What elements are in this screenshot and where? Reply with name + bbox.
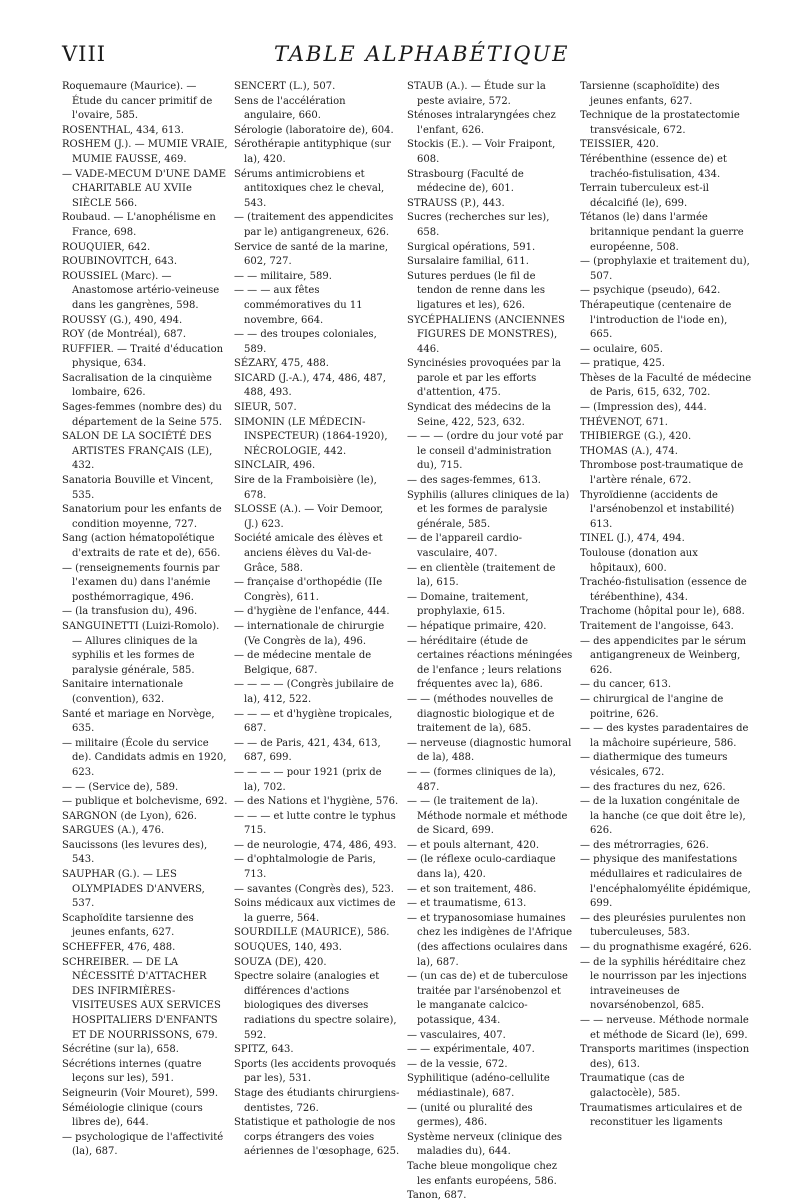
index-entry: Thrombose post-traumatique de l'artère rénale, 672. — [580, 460, 744, 487]
index-entry: Trachome (hôpital pour le), 688. — [580, 606, 745, 618]
index-entry: — chirurgical de l'angine de poitrine, 626. — [580, 693, 724, 720]
index-entry: Thérapeutique (centenaire de l'introduction de l'iode en), 665. — [580, 299, 732, 341]
index-entry: — (traitement des appendicites par le) antigangreneux, 626. — [234, 212, 394, 238]
index-entry: — vasculaires, 407. — [407, 1029, 506, 1041]
index-entry: Sérothérapie antityphique (sur la), 420. — [234, 139, 391, 165]
index-entry: Sports (les accidents provoqués par les), 531. — [234, 1058, 396, 1085]
index-entry: Térébenthine (essence de) et trachéo-fistulisation, 434. — [580, 153, 727, 180]
index-entry: ROUSSY (G.), 490, 494. — [62, 314, 183, 326]
index-entry: Santé et mariage en Norvège, 635. — [62, 708, 215, 735]
index-entry: SENCERT (L.), 507. — [234, 81, 336, 92]
index-entry: — — — (ordre du jour voté par le conseil d'administration du), 715. — [407, 431, 563, 472]
index-entry: Sécrétions internes (quatre leçons sur les), 591. — [62, 1058, 202, 1085]
index-entry: Société amicale des élèves et anciens élèves du Val-de-Grâce, 588. — [234, 533, 383, 574]
index-entry: ROUSSIEL (Marc). — Anastomose artério-veineuse dans les gangrènes, 598. — [62, 270, 220, 311]
index-entry: — — — et lutte contre le typhus 715. — [234, 810, 396, 837]
index-entry: Traitement de l'angoisse, 643. — [580, 620, 734, 632]
index-entry: — de l'appareil cardio-vasculaire, 407. — [407, 533, 522, 559]
index-entry: — de la luxation congénitale de la hanche (ce que doit être le), 626. — [580, 796, 746, 837]
index-entry: — physique des manifestations médullaires et radiculaires de l'encéphalomyélite épidémique, 699. — [580, 854, 751, 910]
index-entry: — — — aux fêtes commémoratives du 11 novembre, 664. — [234, 285, 363, 326]
index-entry: Traumatismes articulaires et de reconstituer les ligaments — [580, 1102, 743, 1129]
index-entry: SÉZARY, 475, 488. — [234, 358, 329, 370]
index-entry: — des appendicites par le sérum antigangreneux de Weinberg, 626. — [580, 635, 746, 676]
index-entry: Spectre solaire (analogies et différences d'actions biologiques des diverses radiations du spectre solaire), 592. — [234, 971, 397, 1041]
index-entry: Sucres (recherches sur les), 658. — [407, 212, 550, 238]
index-entry: Sang (action hématopoïétique d'extraits de rate et de), 656. — [62, 533, 221, 559]
index-entry: — d'ophtalmologie de Paris, 713. — [234, 854, 376, 881]
index-entry: — et traumatisme, 613. — [407, 898, 527, 910]
index-entry: Tache bleue mongolique chez les enfants européens, 586. — [407, 1160, 557, 1187]
index-entry: — des sages-femmes, 613. — [407, 475, 541, 487]
index-entry: — savantes (Congrès des), 523. — [234, 883, 394, 895]
index-entry: SIEUR, 507. — [234, 402, 297, 414]
index-entry: — et son traitement, 486. — [407, 883, 537, 895]
index-entry: — nerveuse (diagnostic humoral de la), 488. — [407, 737, 572, 764]
index-entry: Système nerveux (clinique des maladies du), 644. — [407, 1131, 563, 1158]
index-entry: — (Impression des), 444. — [580, 402, 707, 414]
index-entry: — de médecine mentale de Belgique, 687. — [234, 650, 372, 676]
index-entry: — publique et bolchevisme, 692. — [62, 796, 228, 808]
index-column-4 — [580, 80, 752, 1130]
index-entry: — du prognathisme exagéré, 626. — [580, 942, 752, 954]
index-entry: Sanatoria Bouville et Vincent, 535. — [62, 475, 214, 501]
index-entry: — du cancer, 613. — [580, 679, 672, 691]
index-entry: Roquemaure (Maurice). — Étude du cancer primitif de l'ovaire, 585. — [62, 81, 213, 122]
index-column-2 — [234, 80, 400, 1158]
index-entry: Strasbourg (Faculté de médecine de), 601. — [407, 168, 524, 195]
index-entry: — — militaire, 589. — [234, 270, 332, 282]
index-entry: Service de santé de la marine, 602, 727. — [234, 241, 389, 268]
index-entry: — hépatique primaire, 420. — [407, 620, 547, 632]
index-entry: Sages-femmes (nombre des) du département de la Seine 575. — [62, 402, 223, 428]
index-entry: — — (méthodes nouvelles de diagnostic biologique et de traitement de la), 685. — [407, 693, 555, 735]
index-entry: THOMAS (A.), 474. — [580, 445, 678, 457]
index-entry: — et trypanosomiase humaines chez les indigènes de l'Afrique (des affections oculaires dans la), 687. — [407, 912, 572, 968]
index-entry: — en clientèle (traitement de la), 615. — [407, 562, 556, 589]
index-entry: Stage des étudiants chirurgiens-dentistes, 726. — [234, 1087, 400, 1114]
index-entry: Stockis (E.). — Voir Fraipont, 608. — [407, 139, 556, 165]
index-entry: SINCLAIR, 496. — [234, 460, 316, 472]
index-entry: Sanatorium pour les enfants de condition moyenne, 727. — [62, 504, 222, 530]
index-entry: Sécrétine (sur la), 658. — [62, 1044, 179, 1056]
index-entry: — diathermique des tumeurs vésicales, 672. — [580, 752, 728, 778]
index-entry: — des métrorragies, 626. — [580, 839, 709, 851]
index-entry: SIMONIN (LE MÉDECIN-INSPECTEUR) (1864-1920), NÉCROLOGIE, 442. — [234, 416, 388, 457]
index-entry: Saucissons (les levures des), 543. — [62, 839, 208, 866]
index-entry: Sérums antimicrobiens et antitoxiques chez le cheval, 543. — [234, 168, 385, 209]
index-entry: — (unité ou pluralité des germes), 486. — [407, 1102, 533, 1129]
index-entry: — (le réflexe oculo-cardiaque dans la), 420. — [407, 854, 556, 881]
index-entry: SICARD (J.-A.), 474, 486, 487, 488, 493. — [234, 372, 386, 399]
index-entry: — (un cas de) et de tuberculose traitée par l'arsénobenzol et le manganate calcico-potassique, 434. — [407, 971, 568, 1026]
index-entry: — — — — pour 1921 (prix de la), 702. — [234, 766, 382, 793]
index-entry: — héréditaire (étude de certaines réactions méningées de l'enfance ; leurs relations fréquentes avec la), 686. — [407, 635, 573, 691]
index-entry: Thyroïdienne (accidents de l'arsénobenzol et instabilité) 613. — [580, 489, 735, 530]
index-entry: — des fractures du nez, 626. — [580, 781, 726, 793]
index-entry: Sérologie (laboratoire de), 604. — [234, 124, 394, 136]
index-entry: — — — et d'hygiène tropicales, 687. — [234, 708, 393, 735]
index-entry: — des pleurésies purulentes non tuberculeuses, 583. — [580, 912, 746, 939]
index-entry: — — (Service de), 589. — [62, 781, 179, 793]
index-entry: — de neurologie, 474, 486, 493. — [234, 839, 397, 851]
index-entry: — — de Paris, 421, 434, 613, 687, 699. — [234, 737, 381, 764]
index-entry: SOUQUES, 140, 493. — [234, 942, 342, 954]
index-entry: — française d'orthopédie (IIe Congrès), 611. — [234, 577, 383, 603]
index-entry: ROUBINOVITCH, 643. — [62, 256, 178, 268]
index-entry: Sutures perdues (le fil de tendon de renne dans les ligatures et les), 626. — [407, 270, 545, 311]
page-header — [62, 42, 752, 72]
page-title: TABLE ALPHABÉTIQUE — [274, 42, 570, 66]
index-entry: — — expérimentale, 407. — [407, 1044, 535, 1056]
index-entry: SARGUES (A.), 476. — [62, 825, 165, 837]
index-entry: ROSHEM (J.). — MUMIE VRAIE, MUMIE FAUSSE, 469. — [62, 139, 228, 165]
index-entry: Tanon, 687. — [407, 1190, 467, 1202]
index-entry: STRAUSS (P.), 443. — [407, 197, 505, 209]
index-entry: Sursalaire familial, 611. — [407, 256, 529, 268]
index-entry: Surgical opérations, 591. — [407, 241, 536, 253]
index-entry: — militaire (École du service de). Candidats admis en 1920, 623. — [62, 737, 227, 778]
index-entry: — (renseignements fournis par l'examen du) dans l'anémie posthémorragique, 496. — [62, 562, 220, 603]
index-entry: SANGUINETTI (Luizi-Romolo). — Allures cliniques de la syphilis et les formes de paralysie générale, 585. — [62, 620, 220, 676]
index-entry: Syndicat des médecins de la Seine, 422, 523, 632. — [407, 402, 551, 428]
index-entry: — psychique (pseudo), 642. — [580, 285, 721, 297]
index-entry: — — des kystes paradentaires de la mâchoire supérieure, 586. — [580, 723, 749, 749]
index-entry: — VADE-MECUM D'UNE DAME CHARITABLE AU XVIIe SIÈCLE 566. — [62, 168, 227, 209]
index-entry: Tarsienne (scaphoïdite) des jeunes enfants, 627. — [580, 81, 720, 107]
index-entry: SOUZA (DE), 420. — [234, 956, 327, 968]
index-entry: SYCÉPHALIENS (ANCIENNES FIGURES DE MONSTRES), 446. — [407, 314, 565, 355]
index-entry: Sténoses intralaryngées chez l'enfant, 626. — [407, 110, 556, 136]
index-entry: — et pouls alternant, 420. — [407, 839, 540, 851]
index-entry: Terrain tuberculeux est-il décalcifié (le), 699. — [580, 183, 709, 209]
index-entry: SPITZ, 643. — [234, 1044, 294, 1056]
index-entry: — Domaine, traitement, prophylaxie, 615. — [407, 591, 529, 618]
index-entry: — — (le traitement de la). Méthode normale et méthode de Sicard, 699. — [407, 796, 568, 837]
index-entry: — psychologique de l'affectivité (la), 687. — [62, 1131, 224, 1158]
index-entry: Technique de la prostatectomie transvésicale, 672. — [580, 110, 740, 136]
index-entry: — pratique, 425. — [580, 358, 665, 370]
index-entry: SLOSSE (A.). — Voir Demoor, (J.) 623. — [234, 504, 384, 530]
index-entry: — d'hygiène de l'enfance, 444. — [234, 606, 390, 618]
index-entry: Sanitaire internationale (convention), 632. — [62, 679, 184, 705]
index-entry: Seigneurin (Voir Mouret), 599. — [62, 1087, 219, 1099]
index-entry: THÉVENOT, 671. — [580, 416, 668, 428]
index-entry: Sens de l'accélération angulaire, 660. — [234, 95, 346, 122]
index-entry: SAUPHAR (G.). — LES OLYMPIADES D'ANVERS, 537. — [62, 869, 205, 910]
index-entry: — oculaire, 605. — [580, 343, 663, 355]
index-entry: TEISSIER, 420. — [580, 139, 659, 151]
index-entry: Soins médicaux aux victimes de la guerre, 564. — [234, 898, 396, 924]
index-entry: Séméiologie clinique (cours libres de), 644. — [62, 1102, 203, 1129]
index-column-1 — [62, 80, 228, 1158]
index-entry: SARGNON (de Lyon), 626. — [62, 810, 197, 822]
index-entry: — (prophylaxie et traitement du), 507. — [580, 256, 750, 282]
index-entry: Statistique et pathologie de nos corps étrangers des voies aériennes de l'œsophage, 625. — [234, 1117, 400, 1158]
index-entry: SCHEFFER, 476, 488. — [62, 942, 176, 954]
index-entry: — (la transfusion du), 496. — [62, 606, 198, 618]
index-entry: — de la vessie, 672. — [407, 1058, 508, 1070]
index-columns — [62, 80, 752, 1202]
index-entry: ROUQUIER, 642. — [62, 241, 151, 253]
index-entry: Traumatique (cas de galactocèle), 585. — [580, 1073, 685, 1099]
index-entry: — de la syphilis héréditaire chez le nourrisson par les injections intraveineuses de novarsénobenzol, 685. — [580, 956, 747, 1012]
index-entry: Syncinésies provoquées par la parole et par les efforts d'attention, 475. — [407, 358, 561, 399]
index-entry: SALON DE LA SOCIÉTÉ DES ARTISTES FRANÇAIS (LE), 432. — [62, 431, 213, 472]
index-entry: — — (formes cliniques de la), 487. — [407, 766, 556, 793]
index-entry: — des Nations et l'hygiène, 576. — [234, 796, 399, 808]
index-entry: TINEL (J.), 474, 494. — [580, 533, 685, 545]
page-number: VIII — [62, 42, 107, 66]
index-entry: — — des troupes coloniales, 589. — [234, 329, 377, 355]
index-entry: — internationale de chirurgie (Ve Congrès de la), 496. — [234, 620, 385, 647]
index-entry: ROY (de Montréal), 687. — [62, 329, 187, 341]
index-entry: — — — — (Congrès jubilaire de la), 412, 522. — [234, 679, 394, 705]
index-entry: Transports maritimes (inspection des), 613. — [580, 1044, 750, 1070]
index-entry: Scaphoïdite tarsienne des jeunes enfants, 627. — [62, 912, 194, 939]
index-entry: ROSENTHAL, 434, 613. — [62, 124, 184, 136]
index-entry: RUFFIER. — Traité d'éducation physique, 634. — [62, 343, 224, 370]
index-entry: Trachéo-fistulisation (essence de térébenthine), 434. — [580, 577, 747, 603]
index-entry: SOURDILLE (MAURICE), 586. — [234, 927, 390, 939]
index-entry: Sacralisation de la cinquième lombaire, 626. — [62, 372, 212, 399]
index-entry: Tétanos (le) dans l'armée britannique pendant la guerre européenne, 508. — [580, 212, 744, 253]
index-entry: STAUB (A.). — Étude sur la peste aviaire, 572. — [407, 81, 546, 107]
index-entry: Thèses de la Faculté de médecine de Paris, 615, 632, 702. — [580, 372, 752, 399]
index-entry: Toulouse (donation aux hôpitaux), 600. — [580, 548, 698, 574]
index-entry: Syphilitique (adéno-cellulite médiastinale), 687. — [407, 1073, 550, 1099]
index-entry: Syphilis (allures cliniques de la) et les formes de paralysie générale, 585. — [407, 489, 570, 530]
index-entry: SCHREIBER. — DE LA NÉCESSITÉ D'ATTACHER DES INFIRMIÈRES-VISITEUSES AUX SERVICES HOSPITALIERS D'ENFANTS ET DE NOURRISSONS, 679. — [62, 956, 221, 1041]
index-entry: Roubaud. — L'anophélisme en France, 698. — [62, 212, 216, 238]
index-entry: — — nerveuse. Méthode normale et méthode de Sicard (le), 699. — [580, 1015, 749, 1041]
index-entry: Sire de la Framboisière (le), 678. — [234, 475, 377, 501]
index-entry: THIBIERGE (G.), 420. — [580, 431, 692, 443]
index-column-3 — [407, 80, 573, 1202]
